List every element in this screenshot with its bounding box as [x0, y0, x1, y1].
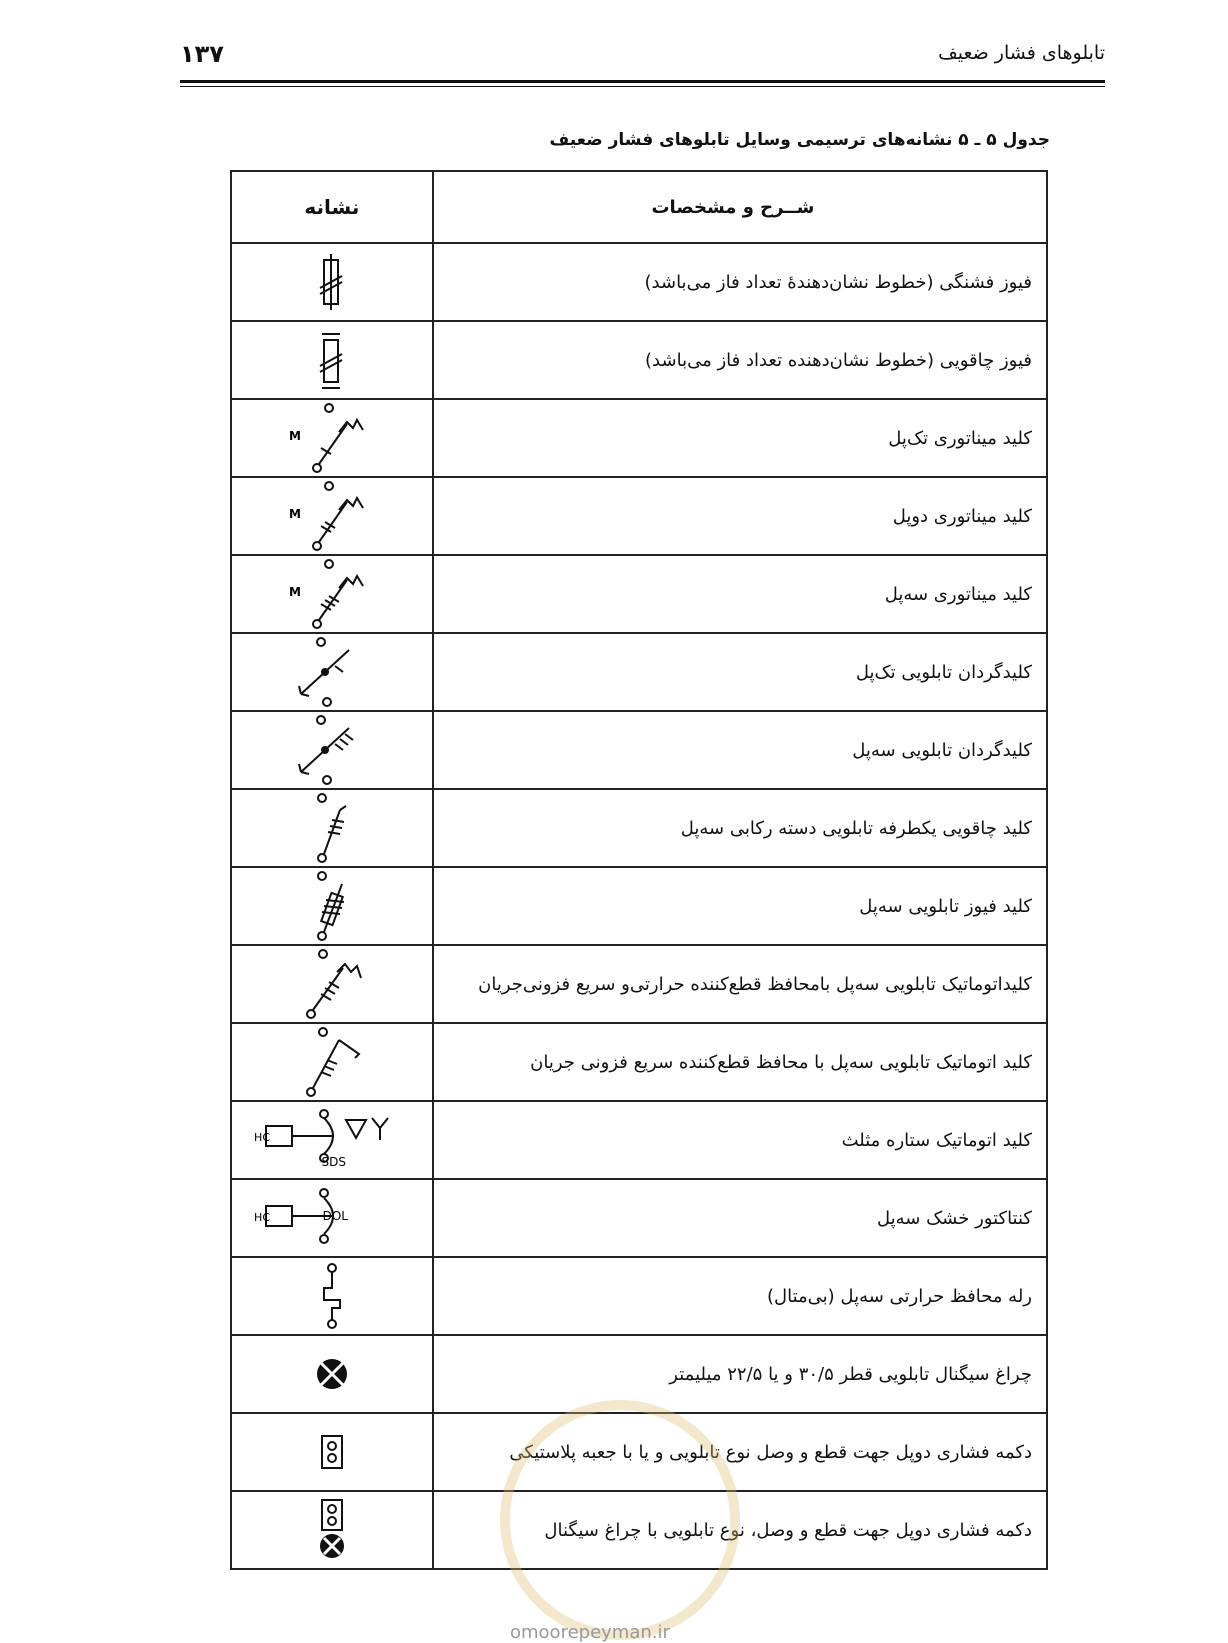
- table-row: [231, 1023, 1047, 1101]
- row-symbol-cell: [231, 789, 433, 867]
- row-symbol-cell: [231, 1023, 433, 1101]
- row-description: کلیدگردان تابلویی تک‌پل: [433, 633, 1047, 711]
- table-row: [231, 477, 1047, 555]
- row-symbol-cell: [231, 399, 433, 477]
- table-row: [231, 321, 1047, 399]
- row-symbol-cell: [231, 711, 433, 789]
- page-number: ۱۳۷: [180, 40, 224, 68]
- row-description: دکمه فشاری دوپل جهت قطع و وصل، نوع تابلویی با چراغ سیگنال: [433, 1491, 1047, 1569]
- table-row: [231, 945, 1047, 1023]
- row-symbol-cell: [231, 1335, 433, 1413]
- table-caption: جدول ۵ ـ ۵ نشانه‌های ترسیمی وسایل تابلوهای فشار ضعیف: [549, 130, 1050, 150]
- row-description: فیوز چاقویی (خطوط نشان‌دهنده تعداد فاز می‌باشد): [433, 321, 1047, 399]
- row-symbol-cell: [231, 867, 433, 945]
- row-description: کلید میناتوری دوپل: [433, 477, 1047, 555]
- svg-text:M: M: [288, 507, 301, 521]
- row-description: کنتاکتور خشک سه‌پل: [433, 1179, 1047, 1257]
- star-delta-starter-icon: [232, 1102, 432, 1178]
- row-description: کلید چاقویی یکطرفه تابلویی دسته رکابی سه‌پل: [433, 789, 1047, 867]
- row-symbol-cell: [231, 555, 433, 633]
- signal-lamp-icon: [232, 1336, 432, 1412]
- svg-text:SDS: SDS: [321, 1155, 346, 1169]
- row-symbol-cell: [231, 1413, 433, 1491]
- push-button-lamp-icon: [232, 1492, 432, 1568]
- row-description: کلید فیوز تابلویی سه‌پل: [433, 867, 1047, 945]
- row-symbol-cell: [231, 1257, 433, 1335]
- contactor-icon: [232, 1180, 432, 1256]
- fuse-switch-icon: [232, 868, 432, 944]
- row-symbol-cell: [231, 477, 433, 555]
- table-row: [231, 711, 1047, 789]
- row-description: کلید اتوماتیک ستاره مثلث: [433, 1101, 1047, 1179]
- table-row: [231, 867, 1047, 945]
- header-rule: [180, 80, 1105, 83]
- table-row: [231, 789, 1047, 867]
- row-description: کلید میناتوری تک‌پل: [433, 399, 1047, 477]
- table-row: [231, 555, 1047, 633]
- site-watermark: omoorepeyman.ir: [510, 1622, 670, 1643]
- row-symbol-cell: [231, 1101, 433, 1179]
- svg-text:M: M: [288, 585, 301, 599]
- table-row: [231, 1101, 1047, 1179]
- header-rule-thin: [180, 86, 1105, 87]
- row-symbol-cell: [231, 321, 433, 399]
- col-header-description: شــرح و مشخصات: [433, 171, 1047, 243]
- row-symbol-cell: [231, 633, 433, 711]
- mcb-double-pole-icon: [232, 478, 432, 554]
- row-symbol-cell: [231, 945, 433, 1023]
- row-symbol-cell: [231, 1491, 433, 1569]
- svg-text:DOL: DOL: [322, 1209, 348, 1223]
- row-symbol-cell: [231, 1179, 433, 1257]
- row-description: کلیداتوماتیک تابلویی سه‌پل بامحافظ قطع‌کننده حرارتی‌و سریع فزونی‌جریان: [433, 945, 1047, 1023]
- table-row: [231, 243, 1047, 321]
- col-header-symbol: نشانه: [231, 171, 433, 243]
- table-row: [231, 633, 1047, 711]
- row-description: کلیدگردان تابلویی سه‌پل: [433, 711, 1047, 789]
- svg-text:M: M: [288, 429, 301, 443]
- table-row: [231, 399, 1047, 477]
- symbols-table: [230, 170, 1048, 1570]
- thermal-relay-icon: [232, 1258, 432, 1334]
- row-description: کلید اتوماتیک تابلویی سه‌پل با محافظ قطع‌کننده سریع فزونی جریان: [433, 1023, 1047, 1101]
- mcb-triple-pole-icon: [232, 556, 432, 632]
- cartridge-fuse-icon: [232, 244, 432, 320]
- running-title: تابلوهای فشار ضعیف: [938, 42, 1105, 64]
- mcb-single-pole-icon: [232, 400, 432, 476]
- svg-text:HC: HC: [253, 1211, 270, 1224]
- watermark-seal: [500, 1400, 740, 1640]
- svg-text:HC: HC: [253, 1131, 270, 1144]
- rotary-switch-single-icon: [232, 634, 432, 710]
- row-symbol-cell: [231, 243, 433, 321]
- row-description: دکمه فشاری دوپل جهت قطع و وصل نوع تابلویی و یا با جعبه پلاستیکی: [433, 1413, 1047, 1491]
- knife-fuse-icon: [232, 322, 432, 398]
- page-header: [180, 38, 1105, 78]
- knife-switch-icon: [232, 790, 432, 866]
- row-description: فیوز فشنگی (خطوط نشان‌دهندهٔ تعداد فاز می‌باشد): [433, 243, 1047, 321]
- push-button-icon: [232, 1414, 432, 1490]
- table-row: [231, 1179, 1047, 1257]
- row-description: رله محافظ حرارتی سه‌پل (بی‌متال): [433, 1257, 1047, 1335]
- row-description: چراغ سیگنال تابلویی قطر ۳۰/۵ و یا ۲۲/۵ میلیمتر: [433, 1335, 1047, 1413]
- breaker-thermal-magnetic-icon: [232, 946, 432, 1022]
- rotary-switch-triple-icon: [232, 712, 432, 788]
- breaker-magnetic-icon: [232, 1024, 432, 1100]
- table-row: [231, 1257, 1047, 1335]
- row-description: کلید میناتوری سه‌پل: [433, 555, 1047, 633]
